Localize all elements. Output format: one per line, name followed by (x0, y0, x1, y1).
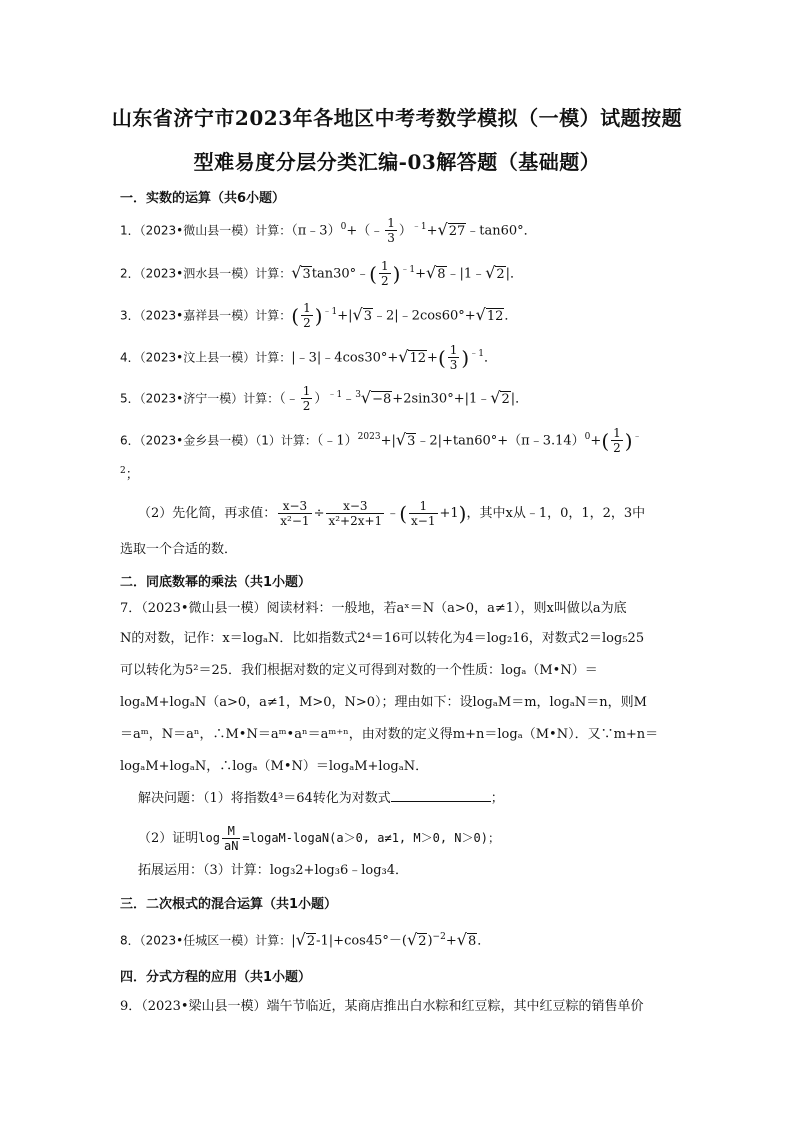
fraction: $\frac{1}{3}$ (449, 343, 458, 373)
question-6-wrap: $^2$； (120, 466, 139, 483)
question-7-line-3: 可以转化为5²＝25．我们根据对数的定义可得到对数的一个性质：logₐ（M•N）＝ (120, 663, 598, 678)
question-7-line-8: （2）证明log $\frac{M}{aN}$ =logaM-logaN(a＞0, a≠1, M＞0, N＞0)； (138, 824, 500, 853)
question-6-part-2-cont: 选取一个合适的数． (120, 542, 238, 557)
question-7-line-4: logₐM+logₐN（a>0，a≠1，M>0，N>0）；理由如下：设logₐM＝m，logₐN＝n，则M (120, 695, 647, 710)
question-8: 8．（2023•任城区一模）计算：$|√2-1|+\cos 45^\circ-(√2)^{-2}+√8$． (120, 926, 684, 953)
page-title-line-1: 山东省济宁市2023年各地区中考考数学模拟（一模）试题按题 (111, 106, 683, 130)
question-7-line-5: ＝aᵐ，N＝aⁿ，∴M•N＝aᵐ•aⁿ＝aᵐ⁺ⁿ，由对数的定义得m+n＝logₐ（M•N）．又∵m+n＝ (120, 727, 659, 742)
section-heading-2: 二．同底数幂的乘法（共1小题） (120, 575, 312, 590)
question-6-part-2: （2）先化简，再求值： $\frac{x-3}{\text{x²−1}}$ ÷ $\frac{x-3}{\text{x²+2x+1}}$ ﹣( $\frac{1}{x-1}$ +1)，其中x从﹣1，0，1，2，3中 (138, 499, 646, 528)
fraction: $\frac{x-3}{\text{x²−1}}$ (280, 499, 310, 528)
sqrt-symbol: √27 (437, 219, 466, 239)
fraction: $\frac{1}{2}$ (302, 384, 311, 414)
fraction: $\frac{x-3}{\text{x²+2x+1}}$ (328, 499, 383, 528)
sqrt-symbol: √12 (398, 346, 427, 366)
section-heading-3: 三．二次根式的混合运算（共1小题） (120, 897, 338, 912)
cube-root-symbol: √−8 (360, 387, 392, 407)
sqrt-symbol: √2 (406, 929, 427, 949)
answer-blank (391, 789, 491, 802)
sqrt-symbol: √12 (475, 304, 504, 324)
question-2: 2．（2023•泗水县一模）计算：√3tan30°﹣( $\frac{1}{2}$ )$^{﹣1}$+√8﹣|1﹣√2|． (120, 259, 524, 289)
sqrt-symbol: √2 (490, 387, 510, 407)
question-7-line-2: N的对数，记作：x＝logₐN．比如指数式2⁴＝16可以转化为4＝log₂16，对数式2＝log₅25 (120, 631, 645, 646)
fraction: $\frac{1}{2}$ (303, 301, 311, 331)
fraction: $\frac{1}{3}$ (387, 216, 395, 246)
question-7-line-1: 7．（2023•微山县一模）阅读材料：一般地，若aˣ＝N（a>0，a≠1），则x叫做以a为底 (120, 601, 627, 616)
fraction: $\frac{1}{2}$ (613, 426, 621, 456)
question-7-line-6: logₐM+logₐN，∴logₐ（M•N）＝logₐM+logₐN． (120, 759, 429, 774)
question-9-line-1: 9．（2023•梁山县一模）端午节临近，某商店推出白水粽和红豆粽，其中红豆粽的销售单价 (120, 999, 644, 1014)
question-source: 1．（2023•微山县一模）计算： (120, 223, 292, 238)
fraction: $\frac{M}{aN}$ (223, 824, 239, 853)
question-5: 5．（2023•济宁一模）计算：（﹣ $\frac{1}{2}$ ）$^{﹣1}$﹣$^3$√−8+2sin30°+|1﹣√2|． (120, 384, 529, 414)
sqrt-symbol: √3 (395, 429, 416, 449)
sqrt-symbol: √8 (456, 929, 477, 949)
sqrt-symbol: √3 (352, 304, 373, 324)
sqrt-symbol: √8 (426, 262, 446, 282)
question-3: 3．（2023•嘉祥县一模）计算：( $\frac{1}{2}$ )$^{﹣1}$+|√3﹣2|﹣2cos60°+√12． (120, 301, 518, 331)
section-heading-1: 一．实数的运算（共6小题） (120, 191, 286, 206)
question-7-line-7: 解决问题：（1）将指数4³＝64转化为对数式 ； (138, 791, 504, 806)
page-title-line-2: 型难易度分层分类汇编-03解答题（基础题） (193, 150, 601, 174)
section-heading-4: 四．分式方程的应用（共1小题） (120, 970, 312, 985)
question-1: 1．（2023•微山县一模）计算：（π﹣3）$^0$+（﹣ $\frac{1}{3}$ ）$^{﹣1}$+√27﹣tan60°． (120, 216, 537, 246)
question-6-part-1: 6．（2023•金乡县一模）（1）计算：（﹣1）$^{2023}$+|√3﹣2|+tan60°+（π﹣3.14）$^0$+( $\frac{1}{2}$ )﹣ (120, 426, 642, 456)
sqrt-symbol: √3 (291, 262, 311, 282)
sqrt-symbol: √2 (295, 929, 316, 949)
fraction: $\frac{1}{x-1}$ (411, 499, 436, 528)
question-4: 4．（2023•汶上县一模）计算：|﹣3|﹣4cos30°+√12+( $\frac{1}{3}$ )$^{﹣1}$． (120, 343, 497, 373)
sqrt-symbol: √2 (485, 262, 505, 282)
fraction: $\frac{1}{2}$ (380, 259, 389, 289)
question-7-line-9: 拓展运用：（3）计算：log₃2+log₃6﹣log₃4． (138, 863, 409, 878)
